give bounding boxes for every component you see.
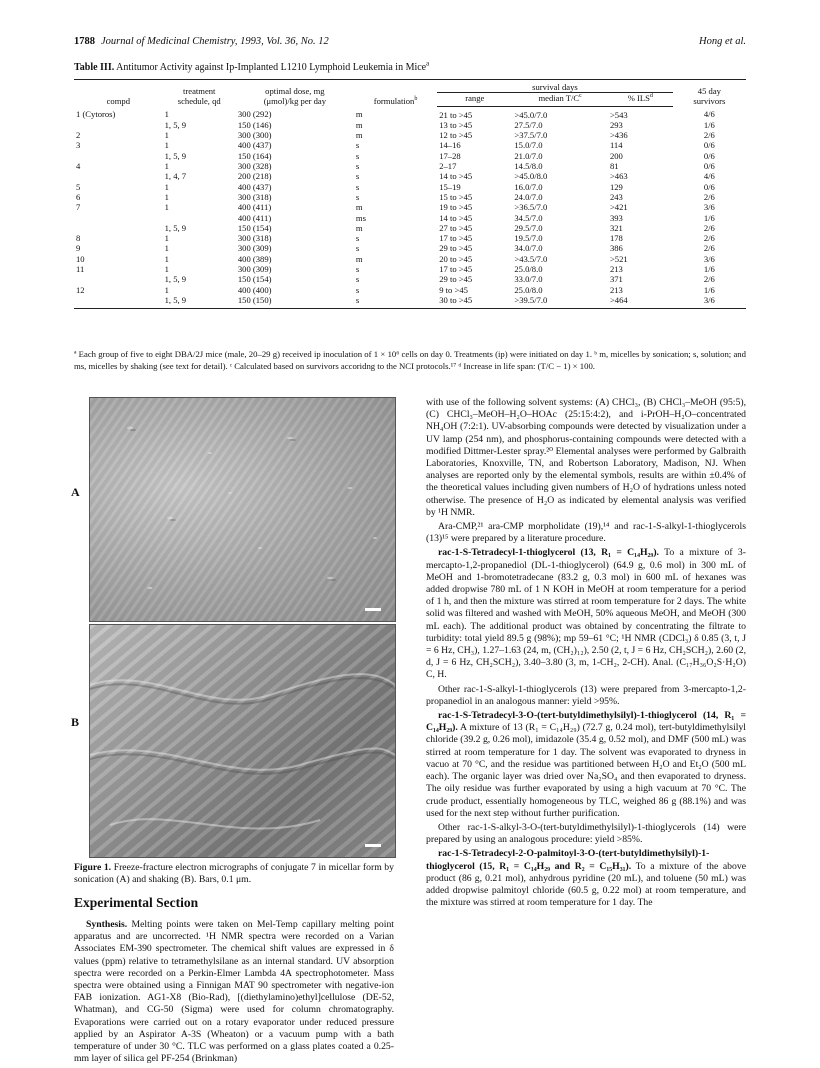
cell-survivors: 1/6 bbox=[703, 264, 715, 275]
cell-ils: 200 bbox=[609, 150, 623, 161]
cell-formulation: s bbox=[355, 274, 360, 285]
cell-ils: 386 bbox=[609, 243, 623, 254]
cell-schedule: 1 bbox=[164, 253, 169, 264]
cell-schedule bbox=[163, 213, 236, 223]
scale-bar-a bbox=[365, 608, 381, 611]
cell-schedule: 1, 5, 9 bbox=[164, 150, 187, 161]
cell-survivors: 2/6 bbox=[703, 233, 715, 244]
cell-ils: 129 bbox=[609, 181, 623, 192]
figure-caption-label: Figure 1. bbox=[74, 862, 112, 873]
cell-compd bbox=[74, 151, 163, 161]
col-header-dose: optimal dose, mg (μmol)/kg per day bbox=[236, 80, 354, 107]
cell-formulation: s bbox=[355, 161, 360, 172]
cell-ils: 114 bbox=[609, 140, 623, 151]
cell-survivors: 3/6 bbox=[703, 253, 715, 264]
cell-median: 33.0/7.0 bbox=[514, 274, 543, 285]
cell-formulation: s bbox=[355, 191, 360, 202]
right-column bbox=[426, 397, 746, 911]
cell-compd: 1 (Cytoros) bbox=[76, 109, 116, 120]
cell-median: >45.0/7.0 bbox=[514, 109, 548, 120]
table-title: Antitumor Activity against Ip-Implanted L1210 Lymphoid Leukemia in Mice bbox=[116, 62, 427, 73]
compound-15-title: rac-1-S-Tetradecyl-2-O-palmitoyl-3-O-(tert-butyldimethylsilyl)-1-thioglycerol (15, R₁ = C₁₄H₂₉ and R₂ = C₁₅H₃₁). bbox=[426, 848, 710, 872]
col-header-range: range bbox=[437, 93, 512, 106]
cell-median: >39.5/7.0 bbox=[512, 295, 608, 309]
cell-schedule: 1, 5, 9 bbox=[164, 119, 187, 130]
table-label: Table III. bbox=[74, 62, 115, 73]
table-caption bbox=[74, 59, 430, 73]
cell-dose: 300 (309) bbox=[237, 264, 272, 275]
cell-formulation: m bbox=[355, 109, 363, 120]
paragraph-other-13: Other rac-1-S-alkyl-1-thioglycerols (13) were prepared from 3-mercapto-1,2-propanediol in an analogous manner: yield >95%. bbox=[426, 683, 746, 707]
table-row bbox=[74, 202, 746, 212]
cell-formulation: s bbox=[355, 264, 360, 275]
table-row bbox=[74, 130, 746, 140]
cell-median: >36.5/7.0 bbox=[514, 202, 548, 213]
cell-ils: 321 bbox=[609, 222, 623, 233]
cell-survivors: 1/6 bbox=[703, 212, 715, 223]
table-header-row-1 bbox=[74, 80, 746, 93]
cell-ils: 293 bbox=[609, 119, 623, 130]
cell-survivors: 2/6 bbox=[703, 191, 715, 202]
cell-dose: 150 (146) bbox=[237, 119, 272, 130]
cell-dose: 200 (218) bbox=[237, 171, 272, 182]
cell-survivors: 0/6 bbox=[703, 150, 715, 161]
table-row bbox=[74, 264, 746, 274]
cell-range: 17 to >45 bbox=[439, 233, 473, 244]
table-row bbox=[74, 182, 746, 192]
figure-caption bbox=[74, 862, 394, 886]
compound-15-text: To a mixture of the above product (86 g, 0.21 mol), anhydrous pyridine (20 mL), and toluene (50 mL) was added dropwise palmitoyl chloride (60.5 g, 0.22 mol) at room temperature, and the mixture was stirred at room temperature for 1 day. The bbox=[426, 860, 746, 909]
synthesis-label: Synthesis. bbox=[86, 919, 128, 930]
cell-median: 25.0/8.0 bbox=[514, 284, 543, 295]
paragraph-compound-14 bbox=[426, 710, 746, 820]
cell-compd: 12 bbox=[76, 284, 85, 295]
antitumor-activity-table bbox=[74, 79, 746, 309]
table-title-footnote-mark: a bbox=[426, 59, 430, 68]
cell-compd: 11 bbox=[76, 264, 85, 275]
cell-formulation: m bbox=[355, 253, 363, 264]
cell-survivors: 0/6 bbox=[703, 181, 715, 192]
synthesis-paragraph bbox=[74, 919, 394, 1065]
cell-survivors: 0/6 bbox=[703, 140, 715, 151]
cell-median: 34.0/7.0 bbox=[514, 243, 543, 254]
cell-schedule: 1 bbox=[164, 140, 169, 151]
table-row bbox=[74, 285, 746, 295]
table-row bbox=[74, 213, 746, 223]
table-row bbox=[74, 254, 746, 264]
cell-ils: >464 bbox=[608, 295, 673, 309]
cell-median: >37.5/7.0 bbox=[514, 130, 548, 141]
cell-ils: >436 bbox=[609, 130, 628, 141]
cell-schedule: 1 bbox=[164, 202, 169, 213]
cell-compd: 4 bbox=[76, 161, 81, 172]
cell-compd: 6 bbox=[76, 191, 81, 202]
cell-survivors: 2/6 bbox=[703, 222, 715, 233]
cell-survivors: 2/6 bbox=[703, 130, 715, 141]
cell-formulation: m bbox=[355, 222, 363, 233]
compound-14-text: A mixture of 13 (R₁ = C₁₄H₂₉) (72.7 g, 0.24 mol), tert-butyldimethylsilyl chloride (39.2 g, 0.26 mol), imidazole (35.4 g, 0.52 mol), and DMF (500 mL) was stirred at room temperature for 1 day. The solvent was evaporated to dryness in vacuo at 70 °C, and the residue was partitioned between H₂O and Et₂O (500 mL each). The organic layer was dried over Na₂SO₄ and then evaporated to dryness. The oily residue was further evaporated by using a high vacuum at 70 °C. The crude product, essentially homogeneous by TLC, weighed 86 g (88.1%) and was used for the next step without further purification. bbox=[426, 722, 746, 819]
cell-survivors: 0/6 bbox=[703, 161, 715, 172]
cell-survivors: 2/6 bbox=[703, 243, 715, 254]
cell-schedule: 1, 5, 9 bbox=[164, 274, 187, 285]
cell-ils: >463 bbox=[609, 171, 628, 182]
cell-ils: 213 bbox=[609, 284, 623, 295]
table-row bbox=[74, 223, 746, 233]
cell-dose: 400 (400) bbox=[237, 284, 272, 295]
cell-range: 20 to >45 bbox=[439, 253, 473, 264]
compound-13-title: rac-1-S-Tetradecyl-1-thioglycerol (13, R₁ = C₁₄H₂₉). bbox=[438, 547, 659, 559]
cell-range: 15–19 bbox=[439, 181, 461, 192]
cell-formulation: s bbox=[355, 150, 360, 161]
cell-median: >45.0/8.0 bbox=[514, 171, 548, 182]
col-header-formulation: formulation$^b$ bbox=[354, 80, 437, 107]
compound-13-text: To a mixture of 3-mercapto-1,2-propanediol (DL-1-thioglycerol) (64.9 g, 0.6 mol) in 300 mL of MeOH and 1-bromotetradecane (83.2 g, 0.3 mol) in 600 mL of hexanes was added dropwise 780 mL of 1 N KOH in MeOH at room temperature for a period of 1 h, and then the mixture was stirred at room temperature for 2 days. The white solid was filtered and washed with MeOH, 50% aqueous MeOH, and MeOH (300 mL each). The additional product was obtained by concentrating the filtrate to turbidity: total yield 89.5 g (98%); mp 59–61 °C; ¹H NMR (CDCl₃) δ 0.85 (3, t, J = 6 Hz, CH₃), 1.27–1.63 (24, m, (CH₂)₁₂), 2.50 (2, t, J = 6 Hz, CH₂SCH₂), 2.60 (2, d, J = 6 Hz, CH₂SCH₂), 3.40–3.80 (3, m, 1-CH₂, 2-CH). Anal. (C₁₇H₃₆O₂S·H₂O) C, H. bbox=[426, 547, 747, 681]
cell-survivors: 3/6 bbox=[703, 202, 715, 213]
cell-dose: 300 (300) bbox=[237, 130, 272, 141]
cell-dose: 150 (154) bbox=[237, 222, 272, 233]
cell-schedule: 1 bbox=[164, 233, 169, 244]
paragraph-literature-procedure: Ara-CMP,²¹ ara-CMP morpholidate (19),¹⁴ and rac-1-S-alkyl-1-thioglycerols (13)¹⁵ were prepared by a literature procedure. bbox=[426, 521, 746, 545]
cell-median: 19.5/7.0 bbox=[514, 233, 543, 244]
cell-range: 29 to >45 bbox=[439, 274, 473, 285]
cell-formulation: m bbox=[355, 130, 363, 141]
scale-bar-b bbox=[365, 844, 381, 847]
cell-range: 2–17 bbox=[439, 161, 457, 172]
cell-dose: 400 (411) bbox=[237, 212, 272, 223]
cell-compd bbox=[74, 171, 163, 181]
paragraph-compound-13 bbox=[426, 547, 746, 681]
cell-ils: 393 bbox=[609, 212, 623, 223]
section-heading: Experimental Section bbox=[74, 895, 199, 910]
cell-formulation: m bbox=[355, 119, 363, 130]
figure-1 bbox=[71, 397, 394, 858]
table-footnotes: ª Each group of five to eight DBA/2J mice (male, 20–29 g) received ip inoculation of 1 × 10⁶ cells on day 0. Treatments (ip) were initiated on day 1. ᵇ m, micelles by sonication; s, solution; and ms, micelles by shaking (see text for detail). ᶜ Calculated based on survivors accoridng to the NCI protocols.¹⁷ ᵈ Increase in life span: (T/C − 1) × 100. bbox=[74, 349, 746, 371]
cell-dose: 150 (164) bbox=[237, 150, 272, 161]
cell-compd: 5 bbox=[76, 181, 81, 192]
cell-range: 12 to >45 bbox=[439, 130, 473, 141]
col-header-ils: % ILS$^d$ bbox=[608, 93, 673, 106]
cell-compd: 2 bbox=[76, 130, 81, 141]
cell-range: 19 to >45 bbox=[439, 202, 473, 213]
cell-range: 14 to >45 bbox=[439, 212, 473, 223]
panel-label-b: B bbox=[71, 715, 80, 729]
cell-schedule: 1 bbox=[164, 191, 169, 202]
panel-label-a: A bbox=[71, 485, 80, 499]
paragraph-other-14: Other rac-1-S-alkyl-3-O-(tert-butyldimethylsilyl)-1-thioglycerols (14) were prepared by using an analogous procedure: yield >85%. bbox=[426, 821, 746, 846]
cell-survivors: 1/6 bbox=[703, 284, 715, 295]
cell-ils: 213 bbox=[609, 264, 623, 275]
micrograph-texture-a bbox=[90, 398, 395, 621]
cell-formulation: s bbox=[355, 243, 360, 254]
cell-range: 14–16 bbox=[439, 140, 461, 151]
cell-dose: 400 (411) bbox=[237, 202, 272, 213]
cell-dose: 150 (150) bbox=[236, 295, 354, 309]
paragraph-solvent-systems: with use of the following solvent systems: (A) CHCl₃, (B) CHCl₃–MeOH (95:5), (C) CHCl₃–MeOH–H₂O–HOAc (25:15:4:2), and i-PrOH–H₂O–concentrated NH₄OH (7:2:1). UV-absorbing compounds were detected by visualization under a UV lamp (254 nm), and phosphorus-containing compounds were detected with a modified Dittmer-Lester spray.²⁰ Elemental analyses were performed by Galbraith Laboratories, Knoxville, TN, and Robertson Laboratory, Madison, NJ. When analyses are reported only by the elemental symbols, results are within ±0.4% of the theoretical values including given numbers of H₂O of hydrations unless noted otherwise. The presence of H₂O as indicated by elemental analysis was verified by ¹H NMR. bbox=[426, 397, 746, 518]
cell-schedule: 1 bbox=[164, 130, 169, 141]
cell-formulation: s bbox=[355, 171, 360, 182]
table-row bbox=[74, 274, 746, 284]
table-row bbox=[74, 120, 746, 130]
cell-range: 14 to >45 bbox=[439, 171, 473, 182]
cell-compd bbox=[74, 223, 163, 233]
cell-range: 9 to >45 bbox=[439, 284, 468, 295]
cell-dose: 400 (389) bbox=[237, 253, 272, 264]
cell-range: 30 to >45 bbox=[437, 295, 512, 309]
cell-dose: 400 (437) bbox=[237, 181, 272, 192]
header-left bbox=[74, 36, 329, 47]
cell-schedule: 1 bbox=[164, 181, 169, 192]
table-row bbox=[74, 171, 746, 181]
cell-schedule: 1 bbox=[164, 264, 169, 275]
table-row bbox=[74, 295, 746, 309]
cell-dose: 150 (154) bbox=[237, 274, 272, 285]
table-body bbox=[74, 106, 746, 309]
table-row bbox=[74, 161, 746, 171]
cell-median: >43.5/7.0 bbox=[514, 253, 548, 264]
cell-ils: 178 bbox=[609, 233, 623, 244]
cell-formulation: s bbox=[355, 181, 360, 192]
cell-dose: 300 (328) bbox=[237, 161, 272, 172]
cell-formulation: s bbox=[355, 233, 360, 244]
table-row bbox=[74, 192, 746, 202]
cell-schedule: 1 bbox=[164, 161, 169, 172]
cell-formulation: s bbox=[355, 284, 360, 295]
cell-compd: 7 bbox=[76, 202, 81, 213]
cell-compd: 10 bbox=[76, 253, 85, 264]
table-row bbox=[74, 243, 746, 253]
cell-schedule: 1 bbox=[164, 243, 169, 254]
micrograph-panel-a bbox=[89, 397, 396, 622]
cell-median: 24.0/7.0 bbox=[514, 191, 543, 202]
cell-dose: 400 (437) bbox=[237, 140, 272, 151]
cell-schedule: 1 bbox=[164, 109, 169, 120]
micrograph-texture-b bbox=[90, 625, 395, 857]
cell-compd: 8 bbox=[76, 233, 81, 244]
cell-range: 27 to >45 bbox=[439, 222, 473, 233]
cell-ils: >421 bbox=[609, 202, 628, 213]
col-header-median: median $T/C^c$ bbox=[512, 93, 608, 106]
cell-ils: 243 bbox=[609, 191, 623, 202]
cell-median: 14.5/8.0 bbox=[514, 161, 543, 172]
cell-schedule: 1, 5, 9 bbox=[163, 295, 236, 309]
cell-compd bbox=[74, 274, 163, 284]
cell-median: 15.0/7.0 bbox=[514, 140, 543, 151]
cell-survivors: 1/6 bbox=[703, 119, 715, 130]
table-row bbox=[74, 140, 746, 150]
cell-median: 16.0/7.0 bbox=[514, 181, 543, 192]
cell-median: 21.0/7.0 bbox=[514, 150, 543, 161]
cell-range: 15 to >45 bbox=[439, 191, 473, 202]
table-row bbox=[74, 106, 746, 120]
cell-formulation: s bbox=[354, 295, 437, 309]
cell-compd bbox=[74, 213, 163, 223]
cell-median: 34.5/7.0 bbox=[514, 212, 543, 223]
cell-range: 17–28 bbox=[439, 150, 461, 161]
paragraph-compound-15 bbox=[426, 848, 746, 909]
running-header bbox=[74, 36, 746, 52]
cell-range: 21 to >45 bbox=[439, 109, 473, 120]
cell-compd: 3 bbox=[76, 140, 81, 151]
cell-dose: 300 (318) bbox=[237, 191, 272, 202]
cell-survivors: 3/6 bbox=[673, 295, 746, 309]
cell-dose: 300 (318) bbox=[237, 233, 272, 244]
cell-schedule: 1 bbox=[164, 284, 169, 295]
cell-ils: >543 bbox=[609, 109, 628, 120]
compound-14-title: rac-1-S-Tetradecyl-3-O-(tert-butyldimethylsilyl)-1-thioglycerol (14, R₁ = C₁₄H₂₉). bbox=[426, 710, 746, 734]
cell-survivors: 4/6 bbox=[703, 109, 715, 120]
cell-median: 27.5/7.0 bbox=[514, 119, 543, 130]
table-row bbox=[74, 151, 746, 161]
cell-compd: 9 bbox=[76, 243, 81, 254]
cell-schedule: 1, 4, 7 bbox=[164, 171, 187, 182]
figure-caption-text: Freeze-fracture electron micrographs of conjugate 7 in micellar form by sonication (A) and shaking (B). Bars, 0.1 μm. bbox=[74, 862, 394, 885]
micrograph-panel-b bbox=[89, 624, 396, 858]
table-row bbox=[74, 233, 746, 243]
cell-ils: 371 bbox=[609, 274, 623, 285]
col-header-compd: compd bbox=[74, 80, 163, 107]
cell-compd bbox=[74, 120, 163, 130]
cell-ils: >521 bbox=[609, 253, 628, 264]
cell-range: 17 to >45 bbox=[439, 264, 473, 275]
header-author: Hong et al. bbox=[699, 36, 746, 47]
col-header-treatment: treatment schedule, qd bbox=[163, 80, 236, 107]
col-header-45day-survivors: 45 day survivors bbox=[673, 80, 746, 107]
cell-range: 29 to >45 bbox=[439, 243, 473, 254]
cell-ils: 81 bbox=[609, 161, 619, 172]
cell-formulation: m bbox=[355, 202, 363, 213]
cell-schedule: 1, 5, 9 bbox=[164, 222, 187, 233]
cell-compd bbox=[74, 295, 163, 309]
page-number: 1788 bbox=[74, 36, 95, 47]
cell-median: 29.5/7.0 bbox=[514, 222, 543, 233]
cell-survivors: 4/6 bbox=[703, 171, 715, 182]
cell-formulation: ms bbox=[355, 212, 366, 223]
cell-median: 25.0/8.0 bbox=[514, 264, 543, 275]
cell-dose: 300 (309) bbox=[237, 243, 272, 254]
cell-formulation: s bbox=[355, 140, 360, 151]
col-header-survival-days: survival days bbox=[437, 80, 673, 93]
cell-dose: 300 (292) bbox=[237, 109, 272, 120]
cell-range: 13 to >45 bbox=[439, 119, 473, 130]
cell-survivors: 2/6 bbox=[703, 274, 715, 285]
synthesis-text: Melting points were taken on Mel-Temp capillary melting point apparatus and are uncorrected. ¹H NMR spectra were recorded on a Varian Associates EM-390 spectrometer. The chemical shift values are expressed in δ values (ppm) relative to tetramethylsilane as an internal standard. UV absorption spectra were recorded on a Perkin-Elmer Lambda 4A spectrophotometer. Mass spectra were obtained using a Finnigan MAT 90 spectrometer with negative-ion FAB ionization. AG1-X8 (Bio-Rad), [(diethylamino)ethyl]cellulose (DE-52, Whatman), and CG-50 (Sigma) were used for column chromatography. Evaporations were carried out on a rotary evaporator under reduced pressure applied by an Aspirator A-3S (Wheaton) or a vacuum pump with a bath temperature of under 30 °C. TLC was performed on a glass plates coated a 0.25-mm layer of silica gel PF-254 (Brinkman) bbox=[74, 919, 394, 1065]
journal-citation: Journal of Medicinal Chemistry, 1993, Vol. 36, No. 12 bbox=[101, 36, 329, 47]
